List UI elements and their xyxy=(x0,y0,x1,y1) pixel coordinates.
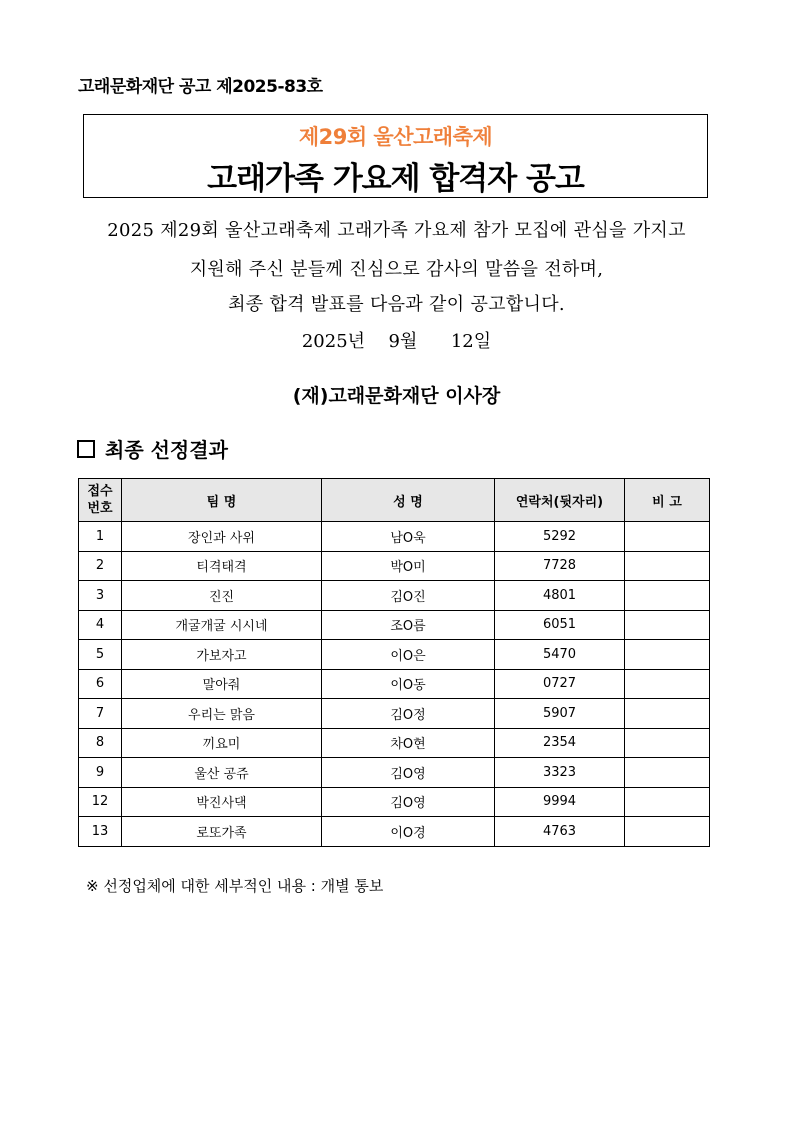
table-row xyxy=(79,728,710,758)
table-row xyxy=(79,758,710,788)
cell-contact: 9994 xyxy=(495,787,625,817)
header-note: 비 고 xyxy=(625,479,710,522)
date-year: 2025년 xyxy=(301,331,366,352)
cell-contact: 2354 xyxy=(495,728,625,758)
cell-note xyxy=(625,817,710,847)
results-table xyxy=(78,478,710,847)
notice-date xyxy=(0,327,793,353)
table-row xyxy=(79,817,710,847)
header-name: 성 명 xyxy=(322,479,495,522)
cell-team: 박진사댁 xyxy=(122,787,322,817)
cell-contact: 3323 xyxy=(495,758,625,788)
table-row xyxy=(79,699,710,729)
cell-name: 김O정 xyxy=(322,699,495,729)
cell-contact: 5292 xyxy=(495,522,625,552)
title-subtitle: 제29회 울산고래축제 xyxy=(298,125,493,149)
cell-note xyxy=(625,610,710,640)
cell-team: 장인과 사위 xyxy=(122,522,322,552)
table-header-row xyxy=(79,479,710,522)
cell-note xyxy=(625,522,710,552)
date-month: 9월 xyxy=(388,331,418,352)
intro-line-3: 최종 합격 발표를 다음과 같이 공고합니다. xyxy=(228,294,565,315)
title-main: 고래가족 가요제 합격자 공고 xyxy=(207,161,584,197)
cell-name: 남O욱 xyxy=(322,522,495,552)
cell-team: 끼요미 xyxy=(122,728,322,758)
footnote: ※ 선정업체에 대한 세부적인 내용 : 개별 통보 xyxy=(86,877,384,895)
cell-contact: 7728 xyxy=(495,551,625,581)
cell-name: 김O영 xyxy=(322,787,495,817)
header-no-line2: 번호 xyxy=(87,501,113,516)
cell-note xyxy=(625,581,710,611)
cell-note xyxy=(625,640,710,670)
cell-name: 김O진 xyxy=(322,581,495,611)
cell-name: 이O경 xyxy=(322,817,495,847)
cell-name: 이O동 xyxy=(322,669,495,699)
cell-name: 조O름 xyxy=(322,610,495,640)
cell-contact: 4763 xyxy=(495,817,625,847)
cell-no: 12 xyxy=(79,787,122,817)
date-day: 12일 xyxy=(450,331,492,352)
cell-contact: 4801 xyxy=(495,581,625,611)
cell-note xyxy=(625,787,710,817)
notice-number: 고래문화재단 공고 제2025-83호 xyxy=(78,77,323,97)
cell-note xyxy=(625,699,710,729)
cell-name: 차O현 xyxy=(322,728,495,758)
cell-note xyxy=(625,669,710,699)
cell-no: 6 xyxy=(79,669,122,699)
cell-team: 가보자고 xyxy=(122,640,322,670)
cell-team: 우리는 맑음 xyxy=(122,699,322,729)
cell-note xyxy=(625,758,710,788)
cell-team: 말아줘 xyxy=(122,669,322,699)
signer: (재)고래문화재단 이사장 xyxy=(292,385,501,407)
intro-line-1: 2025 제29회 울산고래축제 고래가족 가요제 참가 모집에 관심을 가지고 xyxy=(107,220,686,241)
table-row xyxy=(79,669,710,699)
cell-team: 진진 xyxy=(122,581,322,611)
cell-name: 김O영 xyxy=(322,758,495,788)
cell-contact: 0727 xyxy=(495,669,625,699)
cell-no: 13 xyxy=(79,817,122,847)
table-row xyxy=(79,610,710,640)
table-row xyxy=(79,787,710,817)
checkbox-icon xyxy=(77,440,95,458)
cell-team: 티격태격 xyxy=(122,551,322,581)
cell-no: 4 xyxy=(79,610,122,640)
cell-note xyxy=(625,728,710,758)
cell-team: 로또가족 xyxy=(122,817,322,847)
header-no-line1: 접수 xyxy=(87,484,113,499)
header-no xyxy=(79,479,122,522)
section-title: 최종 선정결과 xyxy=(105,438,228,462)
intro-line-2: 지원해 주신 분들께 진심으로 감사의 말씀을 전하며, xyxy=(189,259,604,280)
cell-name: 이O은 xyxy=(322,640,495,670)
header-contact: 연락처(뒷자리) xyxy=(495,479,625,522)
table-row xyxy=(79,551,710,581)
cell-no: 2 xyxy=(79,551,122,581)
cell-no: 9 xyxy=(79,758,122,788)
cell-contact: 5470 xyxy=(495,640,625,670)
cell-note xyxy=(625,551,710,581)
header-team: 팀 명 xyxy=(122,479,322,522)
table-row xyxy=(79,640,710,670)
table-row xyxy=(79,522,710,552)
cell-contact: 5907 xyxy=(495,699,625,729)
cell-no: 8 xyxy=(79,728,122,758)
cell-contact: 6051 xyxy=(495,610,625,640)
cell-team: 울산 공쥬 xyxy=(122,758,322,788)
cell-no: 1 xyxy=(79,522,122,552)
cell-no: 5 xyxy=(79,640,122,670)
cell-team: 개굴개굴 시시네 xyxy=(122,610,322,640)
cell-no: 7 xyxy=(79,699,122,729)
title-box xyxy=(83,114,708,198)
cell-name: 박O미 xyxy=(322,551,495,581)
section-heading xyxy=(77,434,228,463)
table-row xyxy=(79,581,710,611)
cell-no: 3 xyxy=(79,581,122,611)
